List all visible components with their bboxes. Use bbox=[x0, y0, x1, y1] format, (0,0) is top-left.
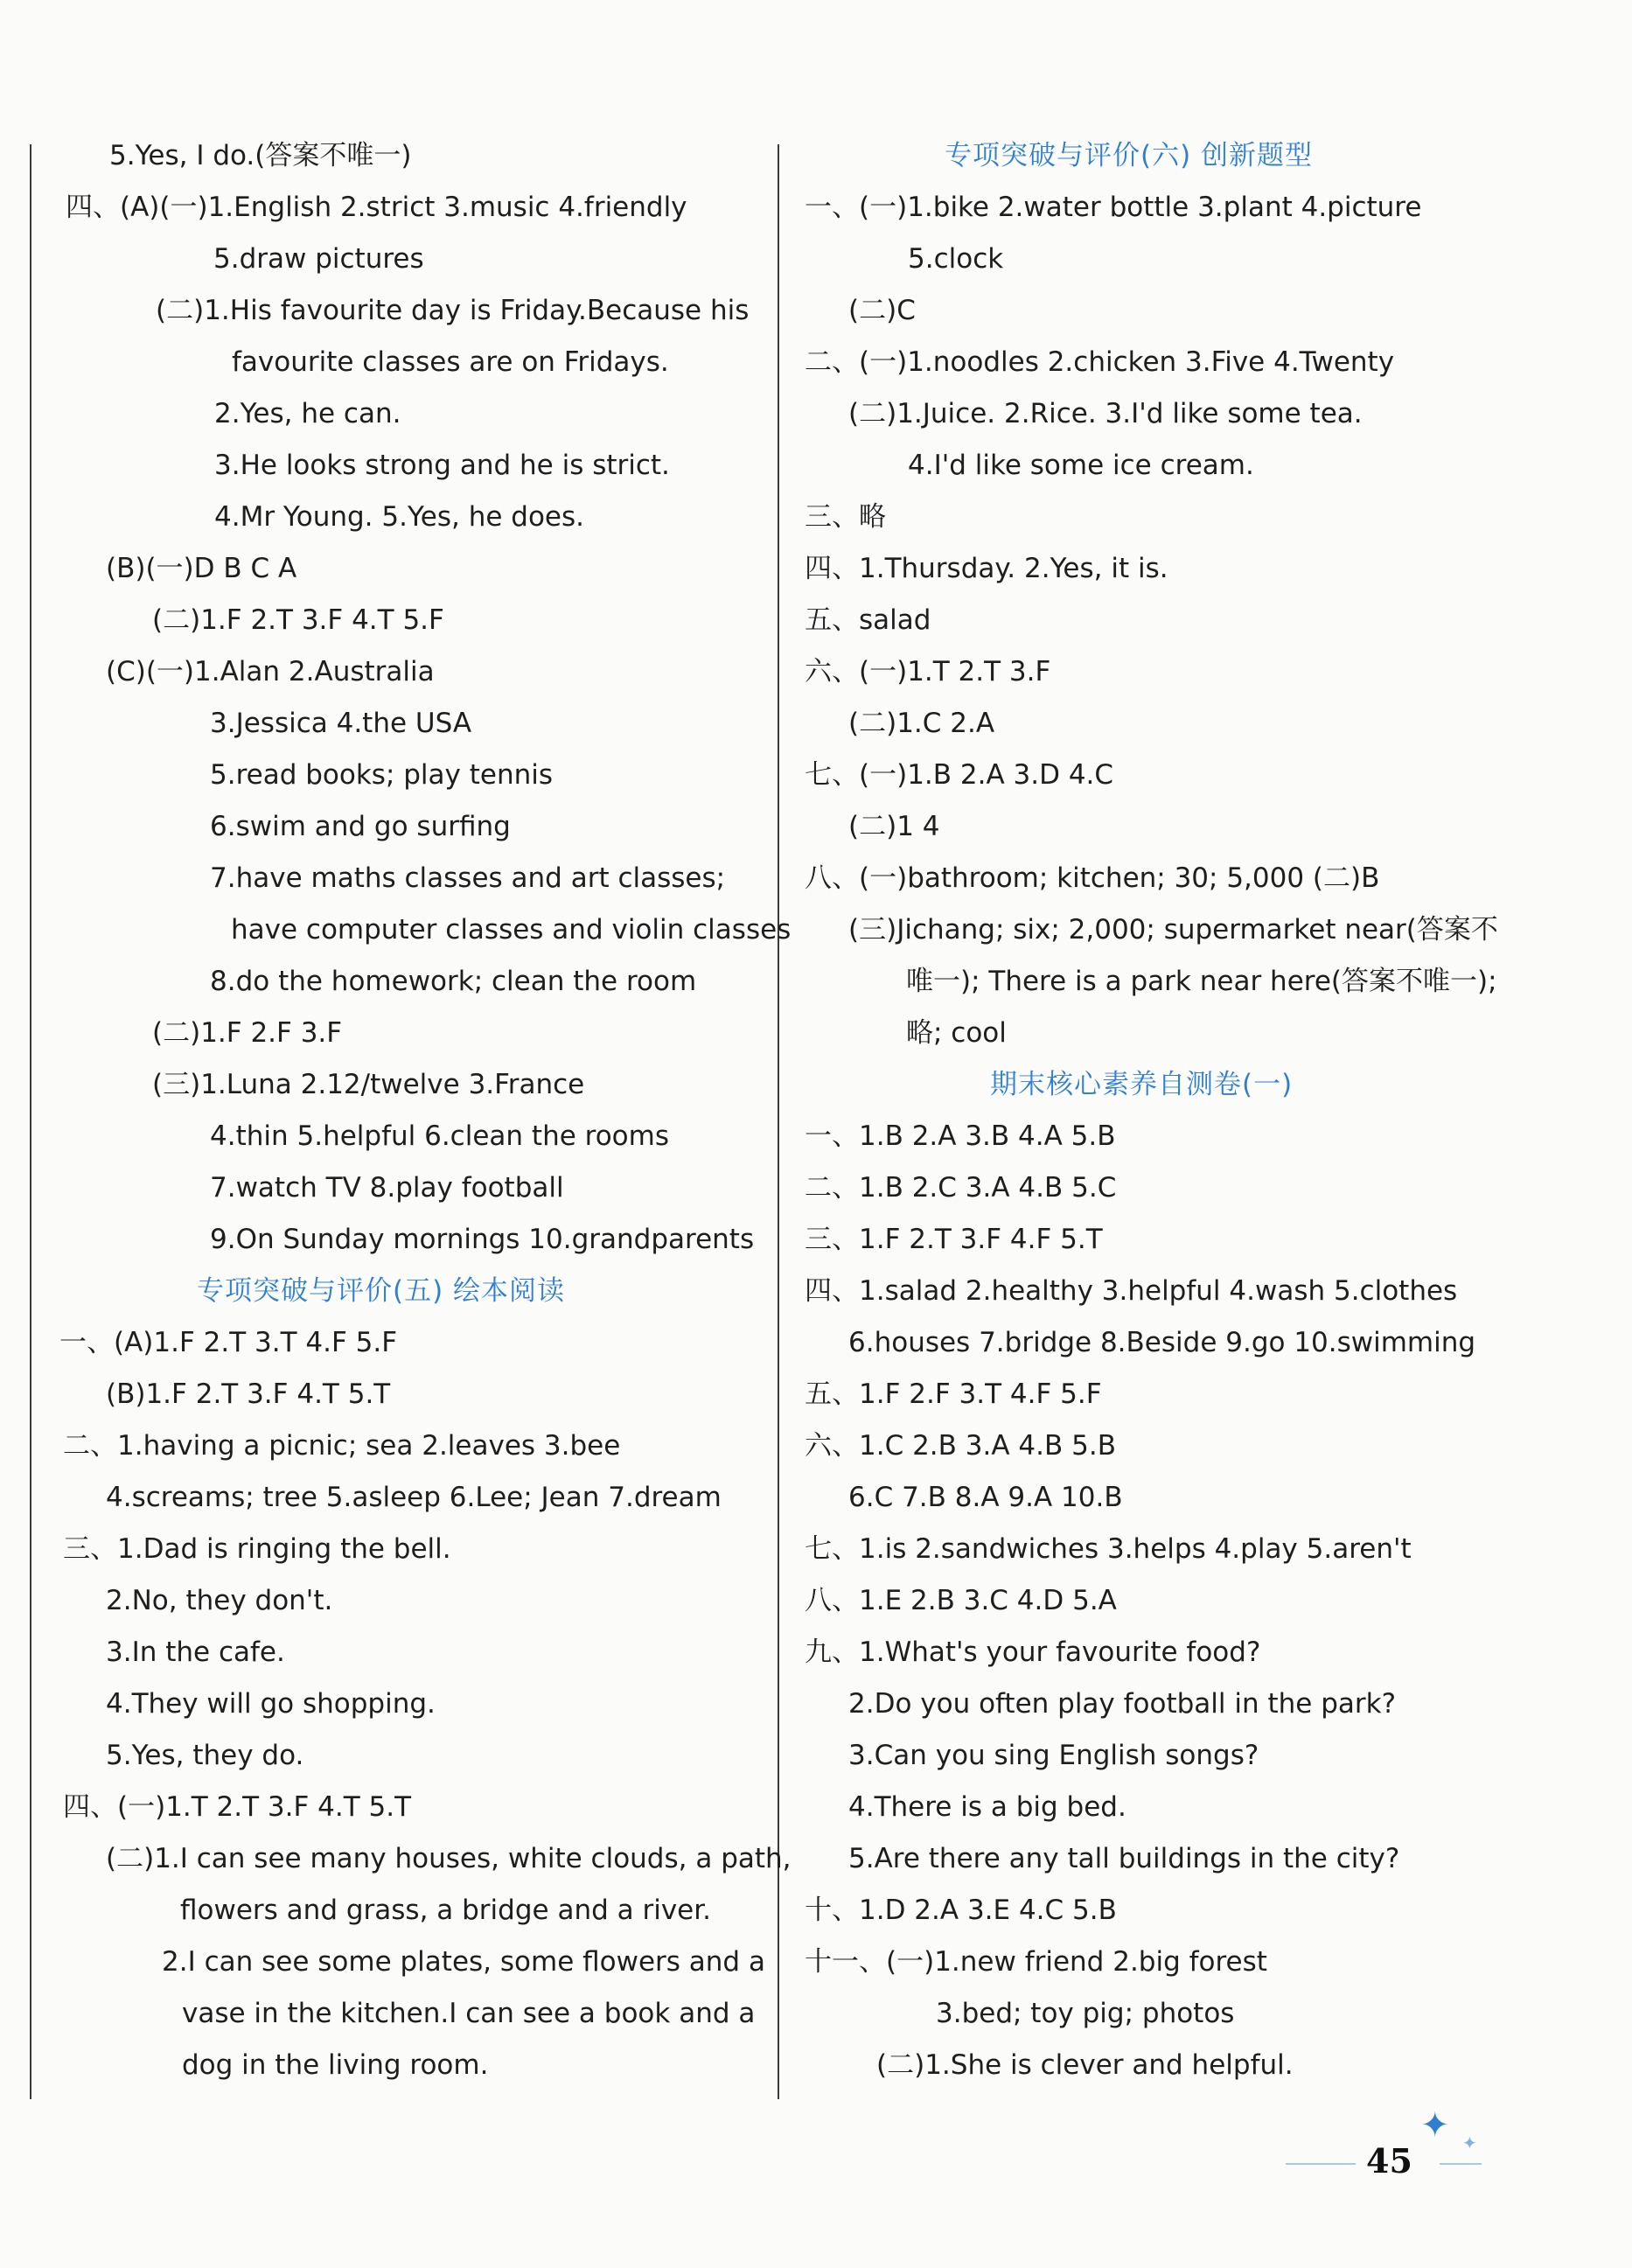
answer-line: 5.read books; play tennis bbox=[210, 759, 554, 791]
answer-line: 4.They will go shopping. bbox=[106, 1688, 436, 1720]
answer-line: 2.Yes, he can. bbox=[214, 398, 401, 429]
answer-line: 十、1.D 2.A 3.E 4.C 5.B bbox=[805, 1895, 1117, 1926]
answer-line: 7.watch TV 8.play football bbox=[210, 1172, 564, 1204]
answer-line: 5.draw pictures bbox=[213, 243, 424, 275]
answer-line: 6.C 7.B 8.A 9.A 10.B bbox=[848, 1482, 1123, 1513]
answer-line: 5.Yes, I do.(答案不唯一) bbox=[109, 140, 412, 171]
answer-line: 八、(一)bathroom; kitchen; 30; 5,000 (二)B bbox=[805, 862, 1380, 894]
footer-rule-right bbox=[1440, 2163, 1482, 2165]
answer-line: 3.Can you sing English songs? bbox=[848, 1740, 1259, 1771]
answer-line: 4.screams; tree 5.asleep 6.Lee; Jean 7.dream bbox=[106, 1482, 722, 1513]
left-margin-rule bbox=[30, 144, 31, 2099]
answer-line: 七、1.is 2.sandwiches 3.helps 4.play 5.aren't bbox=[805, 1533, 1412, 1565]
answer-line: 二、(一)1.noodles 2.chicken 3.Five 4.Twenty bbox=[805, 346, 1395, 378]
answer-line: (二)1.C 2.A bbox=[848, 708, 995, 739]
answer-line: 十一、(一)1.new friend 2.big forest bbox=[805, 1946, 1267, 1978]
answer-line: 3.Jessica 4.the USA bbox=[210, 708, 472, 739]
answer-line: (B)1.F 2.T 3.F 4.T 5.T bbox=[106, 1378, 391, 1410]
answer-line: 三、略 bbox=[805, 501, 886, 533]
answer-line: 4.I'd like some ice cream. bbox=[908, 450, 1254, 481]
answer-line: 二、1.B 2.C 3.A 4.B 5.C bbox=[805, 1172, 1117, 1204]
answer-line: 8.do the homework; clean the room bbox=[210, 966, 697, 997]
answer-line: 9.On Sunday mornings 10.grandparents bbox=[210, 1224, 755, 1255]
answer-line: 四、1.Thursday. 2.Yes, it is. bbox=[805, 553, 1168, 584]
answer-line: 4.thin 5.helpful 6.clean the rooms bbox=[210, 1120, 669, 1152]
answer-line: 六、1.C 2.B 3.A 4.B 5.B bbox=[805, 1430, 1116, 1462]
answer-line: 唯一); There is a park near here(答案不唯一); bbox=[906, 966, 1497, 997]
answer-line: 四、1.salad 2.healthy 3.helpful 4.wash 5.clothes bbox=[805, 1275, 1458, 1307]
section-heading: 专项突破与评价(五) 绘本阅读 bbox=[197, 1275, 566, 1307]
answer-line: 略; cool bbox=[906, 1017, 1007, 1049]
answer-line: dog in the living room. bbox=[182, 2049, 489, 2081]
answer-line: 五、salad bbox=[805, 604, 931, 636]
answer-line: (二)1.F 2.T 3.F 4.T 5.F bbox=[152, 604, 444, 636]
answer-line: (二)1.His favourite day is Friday.Because his bbox=[156, 295, 750, 326]
answer-line: 一、(A)1.F 2.T 3.T 4.F 5.F bbox=[59, 1327, 398, 1358]
answer-line: 九、1.What's your favourite food? bbox=[805, 1636, 1261, 1668]
answer-line: 3.In the cafe. bbox=[106, 1636, 285, 1668]
answer-line: 四、(A)(一)1.English 2.strict 3.music 4.friendly bbox=[66, 192, 687, 223]
answer-line: have computer classes and violin classes bbox=[231, 914, 792, 946]
answer-line: 4.Mr Young. 5.Yes, he does. bbox=[214, 501, 585, 533]
answer-line: 一、(一)1.bike 2.water bottle 3.plant 4.picture bbox=[805, 192, 1422, 223]
answer-line: (二)1.Juice. 2.Rice. 3.I'd like some tea. bbox=[848, 398, 1363, 429]
answer-line: 3.bed; toy pig; photos bbox=[936, 1998, 1235, 2029]
answer-line: (二)1.F 2.F 3.F bbox=[152, 1017, 343, 1049]
answer-line: (三)Jichang; six; 2,000; supermarket near(答案不 bbox=[848, 914, 1498, 946]
small-star-icon: ✦ bbox=[1462, 2132, 1477, 2153]
answer-line: 7.have maths classes and art classes; bbox=[210, 862, 726, 894]
answer-line: 2.Do you often play football in the park? bbox=[848, 1688, 1397, 1720]
answer-line: 五、1.F 2.F 3.T 4.F 5.F bbox=[805, 1378, 1102, 1410]
answer-line: 3.He looks strong and he is strict. bbox=[214, 450, 670, 481]
answer-line: (二)1.I can see many houses, white clouds, a path, bbox=[106, 1843, 792, 1874]
answer-line: 5.Yes, they do. bbox=[106, 1740, 304, 1771]
answer-line: 6.swim and go surfing bbox=[210, 811, 511, 842]
answer-line: 七、(一)1.B 2.A 3.D 4.C bbox=[805, 759, 1114, 791]
answer-line: (B)(一)D B C A bbox=[106, 553, 297, 584]
answer-line: (二)1 4 bbox=[848, 811, 940, 842]
answer-line: 六、(一)1.T 2.T 3.F bbox=[805, 656, 1051, 687]
answer-line: flowers and grass, a bridge and a river. bbox=[180, 1895, 711, 1926]
answer-line: (三)1.Luna 2.12/twelve 3.France bbox=[152, 1069, 585, 1100]
footer-rule-left bbox=[1286, 2163, 1356, 2165]
section-heading: 期末核心素养自测卷(一) bbox=[990, 1069, 1294, 1100]
answer-line: 5.clock bbox=[908, 243, 1004, 275]
answer-line: 二、1.having a picnic; sea 2.leaves 3.bee bbox=[63, 1430, 621, 1462]
answer-line: 5.Are there any tall buildings in the city? bbox=[848, 1843, 1400, 1874]
star-icon: ✦ bbox=[1420, 2105, 1450, 2146]
answer-line: 2.I can see some plates, some flowers and a bbox=[162, 1946, 765, 1978]
column-divider bbox=[778, 144, 779, 2099]
answer-line: favourite classes are on Fridays. bbox=[232, 346, 669, 378]
answer-line: (二)1.She is clever and helpful. bbox=[876, 2049, 1294, 2081]
page-number: 45 bbox=[1366, 2141, 1412, 2181]
answer-line: 三、1.Dad is ringing the bell. bbox=[63, 1533, 451, 1565]
answer-line: 四、(一)1.T 2.T 3.F 4.T 5.T bbox=[63, 1791, 412, 1823]
answer-line: 一、1.B 2.A 3.B 4.A 5.B bbox=[805, 1120, 1116, 1152]
answer-line: 4.There is a big bed. bbox=[848, 1791, 1126, 1823]
answer-line: 八、1.E 2.B 3.C 4.D 5.A bbox=[805, 1585, 1117, 1616]
answer-line: vase in the kitchen.I can see a book and a bbox=[182, 1998, 756, 2029]
answer-line: (C)(一)1.Alan 2.Australia bbox=[106, 656, 435, 687]
answer-line: (二)C bbox=[848, 295, 916, 326]
section-heading: 专项突破与评价(六) 创新题型 bbox=[945, 140, 1314, 171]
answer-line: 6.houses 7.bridge 8.Beside 9.go 10.swimming bbox=[848, 1327, 1476, 1358]
answer-line: 三、1.F 2.T 3.F 4.F 5.T bbox=[805, 1224, 1103, 1255]
answer-line: 2.No, they don't. bbox=[106, 1585, 333, 1616]
